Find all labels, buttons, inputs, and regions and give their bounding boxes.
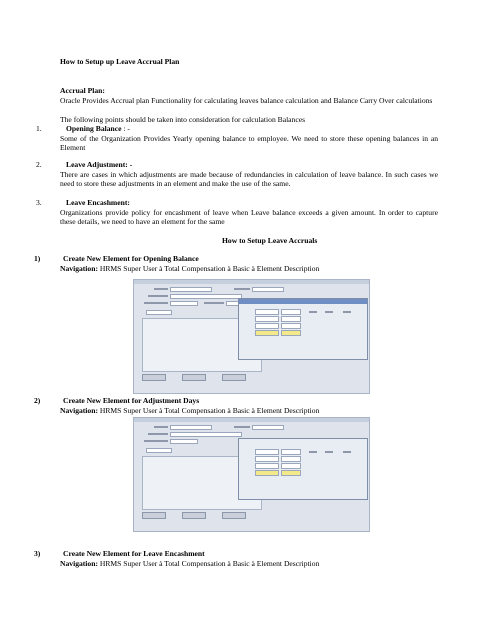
accrual-note: The following points should be taken into consideration for calculation Balances (60, 114, 306, 124)
item-3-heading: Leave Encashment: (66, 198, 130, 207)
item-3-text: Organizations provide policy for encashment of leave when Leave balance exceeds a given amount. In order to capture these details, we need to have an element for the same (60, 207, 438, 227)
item-3-number: 3. (36, 198, 42, 207)
step-2-number: 2) (34, 396, 41, 405)
step-3-nav-path: HRMS Super User à Total Compensation à Basic à Element Description (97, 558, 320, 568)
step-1-navigation (60, 264, 319, 274)
element-screenshot-1 (133, 279, 370, 394)
step-2-nav-path: HRMS Super User à Total Compensation à Basic à Element Description (97, 405, 320, 415)
step-3-nav-label: Navigation: (60, 558, 98, 568)
accrual-paragraph: Oracle Provides Accrual plan Functionality for calculating leaves balance calculation and Balance Carry Over calculations (60, 95, 433, 105)
step-3-heading: Create New Element for Leave Encashment (63, 549, 205, 558)
step-3-number: 3) (34, 549, 41, 558)
element-screenshot-2 (133, 417, 370, 532)
step-2-nav-label: Navigation: (60, 405, 98, 415)
item-2-number: 2. (36, 160, 42, 169)
section-title: How to Setup Leave Accruals (222, 236, 318, 245)
item-1-heading-suffix: : - (121, 124, 130, 133)
step-1-nav-label: Navigation: (60, 263, 98, 273)
item-1-heading-line (66, 124, 130, 134)
step-2-navigation (60, 406, 319, 416)
item-1-text: Some of the Organization Provides Yearly opening balance to employee. We need to store these opening balances in an Element (60, 133, 438, 153)
step-1-heading: Create New Element for Opening Balance (63, 254, 199, 263)
step-2-heading: Create New Element for Adjustment Days (63, 396, 200, 405)
document-title: How to Setup up Leave Accrual Plan (60, 57, 180, 66)
step-3-navigation (60, 559, 319, 569)
step-1-nav-path: HRMS Super User à Total Compensation à Basic à Element Description (97, 263, 320, 273)
item-2-text: There are cases in which adjustments are made because of redundancies in calculation of leave balance. In such cases we need to store these adjustments in an element and make the use of the same. (60, 169, 438, 189)
step-1-number: 1) (34, 254, 41, 263)
item-1-number: 1. (36, 124, 42, 133)
item-2-heading: Leave Adjustment: - (66, 160, 133, 169)
item-1-heading: Opening Balance (66, 124, 122, 133)
accrual-heading: Accrual Plan: (60, 86, 105, 95)
